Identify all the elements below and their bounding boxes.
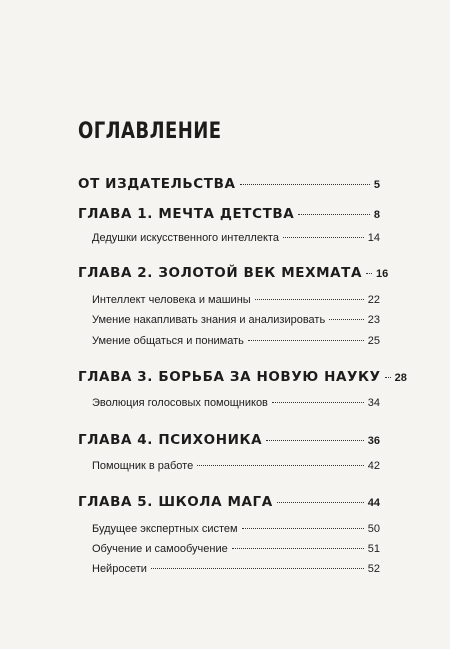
toc-entry-label: Обучение и самообучение bbox=[92, 543, 228, 555]
toc-page-number: 14 bbox=[367, 232, 380, 244]
toc-entry-label: Помощник в работе bbox=[92, 460, 194, 472]
dot-leader bbox=[240, 184, 370, 185]
toc-section-entry bbox=[92, 232, 380, 244]
toc-chapter-entry bbox=[78, 265, 389, 281]
dot-leader bbox=[248, 340, 364, 341]
toc-entry-label: Умение общаться и понимать bbox=[92, 335, 244, 347]
toc-section-entry bbox=[92, 460, 380, 472]
dot-leader bbox=[385, 377, 391, 378]
toc-chapter-entry bbox=[78, 432, 380, 448]
dot-leader bbox=[197, 465, 364, 466]
toc-entry-label: Интеллект человека и машины bbox=[92, 294, 251, 306]
toc-entry-label: Нейросети bbox=[92, 563, 147, 575]
toc-page-number: 50 bbox=[367, 523, 380, 535]
toc-entry-label: Дедушки искусственного интеллекта bbox=[92, 232, 279, 244]
dot-leader bbox=[298, 214, 370, 215]
dot-leader bbox=[255, 299, 364, 300]
dot-leader bbox=[232, 548, 364, 549]
dot-leader bbox=[329, 319, 364, 320]
toc-section-entry bbox=[92, 543, 380, 555]
toc-entry-label: Эволюция голосовых помощников bbox=[92, 397, 268, 409]
toc-page-number: 36 bbox=[367, 435, 380, 447]
toc-entry-label: ОТ ИЗДАТЕЛЬСТВА bbox=[78, 176, 236, 192]
toc-entry-label: ГЛАВА 2. ЗОЛОТОЙ ВЕК МЕХМАТА bbox=[78, 265, 363, 281]
toc-page-number: 34 bbox=[367, 397, 380, 409]
page-title: ОГЛАВЛЕНИЕ bbox=[78, 119, 222, 144]
toc-page-number: 28 bbox=[394, 372, 407, 384]
dot-leader bbox=[266, 440, 364, 441]
toc-page-number: 52 bbox=[367, 563, 380, 575]
toc-entry-label: Умение накапливать знания и анализировать bbox=[92, 314, 326, 326]
dot-leader bbox=[366, 273, 372, 274]
toc-chapter-entry bbox=[78, 494, 380, 510]
toc-page-number: 16 bbox=[376, 268, 389, 280]
toc-entry-label: ГЛАВА 5. ШКОЛА МАГА bbox=[78, 494, 273, 510]
toc-section-entry bbox=[92, 563, 380, 575]
toc-section-entry bbox=[92, 314, 380, 326]
dot-leader bbox=[277, 502, 364, 503]
toc-chapter-entry bbox=[78, 369, 407, 385]
toc-entry-label: ГЛАВА 4. ПСИХОНИКА bbox=[78, 432, 263, 448]
toc-page-number: 42 bbox=[367, 460, 380, 472]
toc-chapter-entry bbox=[78, 206, 380, 222]
toc-section-entry bbox=[92, 397, 380, 409]
toc-page-number: 22 bbox=[367, 294, 380, 306]
toc-page-number: 25 bbox=[367, 335, 380, 347]
toc-chapter-entry bbox=[78, 176, 380, 192]
toc-page-number: 5 bbox=[373, 179, 380, 191]
toc-page-number: 51 bbox=[367, 543, 380, 555]
toc-page-number: 23 bbox=[367, 314, 380, 326]
dot-leader bbox=[283, 237, 364, 238]
dot-leader bbox=[242, 528, 364, 529]
toc-section-entry bbox=[92, 335, 380, 347]
toc-page-number: 44 bbox=[367, 497, 380, 509]
dot-leader bbox=[272, 402, 364, 403]
toc-page-number: 8 bbox=[373, 209, 380, 221]
toc-section-entry bbox=[92, 523, 380, 535]
toc-entry-label: ГЛАВА 1. МЕЧТА ДЕТСТВА bbox=[78, 206, 295, 222]
toc-entry-label: Будущее экспертных систем bbox=[92, 523, 238, 535]
toc-entry-label: ГЛАВА 3. БОРЬБА ЗА НОВУЮ НАУКУ bbox=[78, 369, 381, 385]
dot-leader bbox=[151, 568, 364, 569]
toc-section-entry bbox=[92, 294, 380, 306]
